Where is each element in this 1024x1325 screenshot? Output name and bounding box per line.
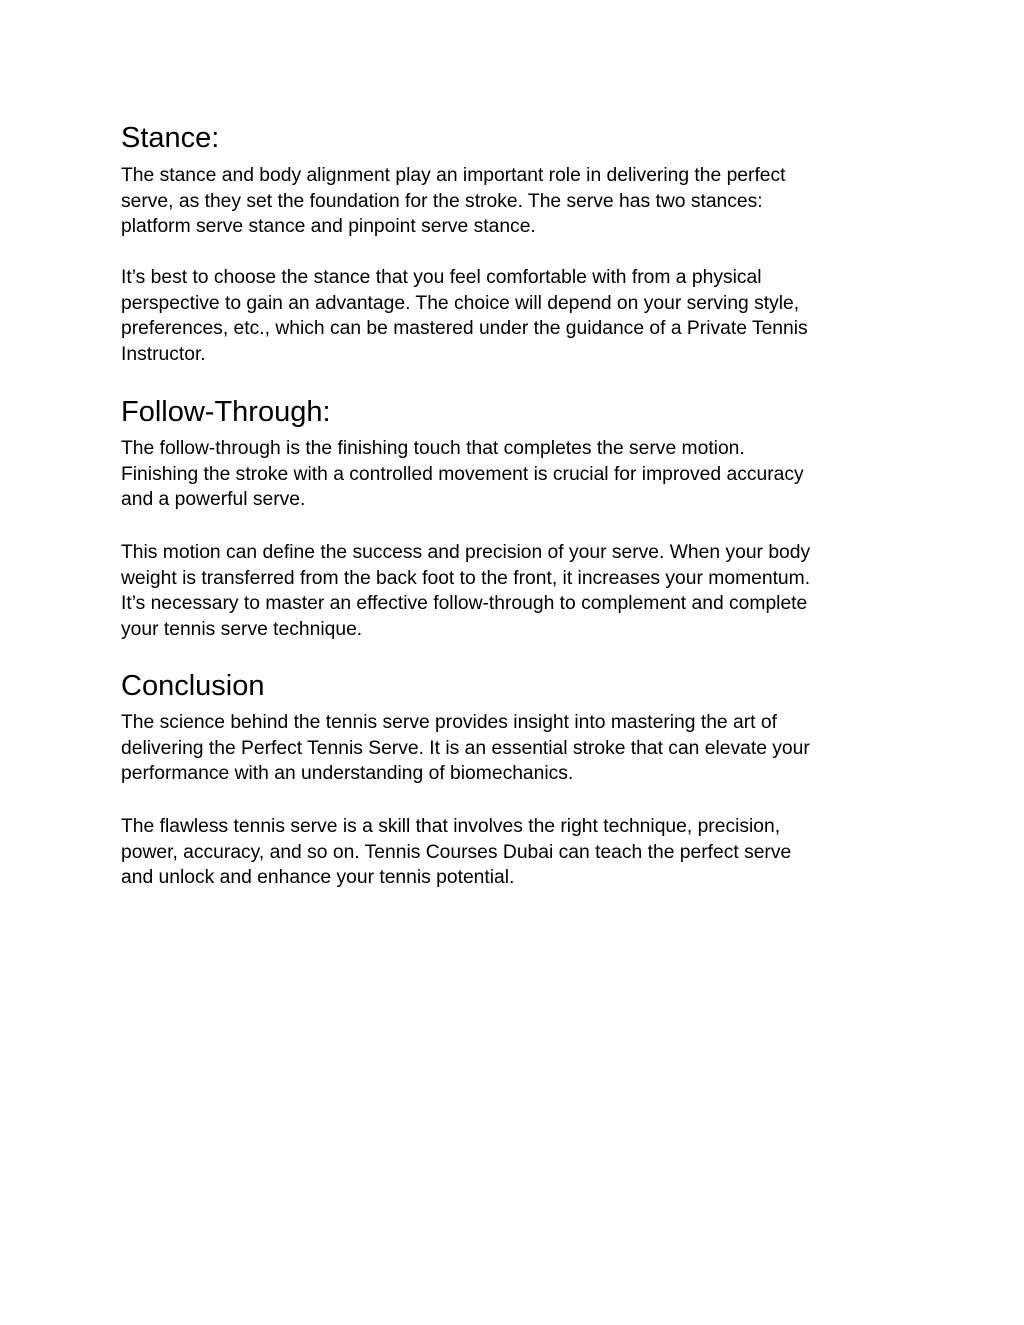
text-line: your tennis serve technique. [121, 618, 363, 640]
text-line: Instructor. [121, 343, 206, 365]
text-line: This motion can define the success and precision of your serve. When your body [121, 542, 811, 563]
text-line: preferences, etc., which can be mastered under the guidance of a Private Tennis [121, 318, 808, 339]
text-line: perspective to gain an advantage. The choice will depend on your serving style, [121, 292, 800, 314]
text-line: and unlock and enhance your tennis potential. [121, 867, 515, 888]
follow-through-paragraph-1 [121, 436, 804, 513]
text-line: The stance and body alignment play an important role in delivering the perfect [121, 165, 786, 186]
follow-through-paragraph-2 [121, 540, 810, 642]
text-line: platform serve stance and pinpoint serve stance. [121, 216, 536, 237]
text-line: and a powerful serve. [121, 489, 306, 510]
text-line: delivering the Perfect Tennis Serve. It is an essential stroke that can elevate your [121, 737, 810, 759]
text-line: It’s best to choose the stance that you feel comfortable with from a physical [121, 267, 762, 288]
stance-paragraph-2 [121, 265, 808, 367]
text-line: Finishing the stroke with a controlled movement is crucial for improved accuracy [121, 463, 804, 485]
text-line: weight is transferred from the back foot to the front, it increases your momentum. [121, 567, 811, 589]
section-heading-stance: Stance: [121, 122, 220, 154]
section-heading-conclusion: Conclusion [121, 670, 265, 702]
text-line: serve, as they set the foundation for the stroke. The serve has two stances: [121, 190, 763, 212]
text-line: performance with an understanding of biomechanics. [121, 763, 574, 784]
text-line: The flawless tennis serve is a skill that involves the right technique, precision, [121, 816, 781, 837]
section-heading-follow-through: Follow-Through: [121, 396, 331, 428]
stance-paragraph-1 [121, 163, 786, 240]
conclusion-paragraph-2 [121, 814, 791, 891]
text-line: power, accuracy, and so on. Tennis Courses Dubai can teach the perfect serve [121, 841, 792, 863]
text-line: It’s necessary to master an effective follow-through to complement and complete [121, 593, 808, 614]
text-line: The science behind the tennis serve provides insight into mastering the art of [121, 712, 777, 733]
conclusion-paragraph-1 [121, 710, 810, 787]
text-line: The follow-through is the finishing touch that completes the serve motion. [121, 438, 745, 459]
